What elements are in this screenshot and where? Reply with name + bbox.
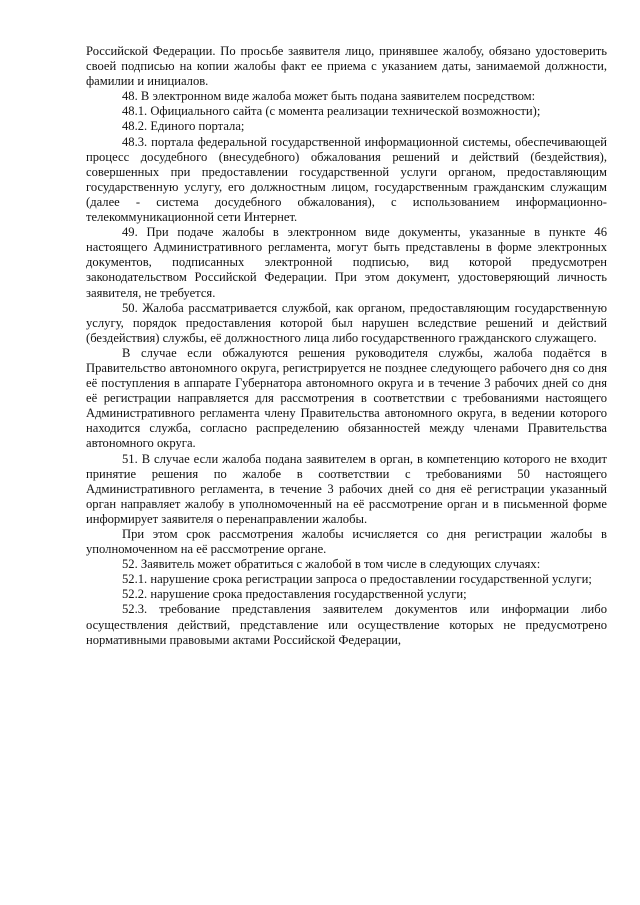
paragraph-51: 51. В случае если жалоба подана заявителем в орган, в компетенцию которого не входит принятие решения по жалобе в соответствии с требованиями 50 настоящего Административного регламента, в течение 3 рабочих дней со дня её регистрации указанный орган направляет жалобу в уполномоченный на её рассмотрение орган и в письменной форме информирует заявителя о перенаправлении жалобы.: [86, 451, 607, 526]
paragraph-49: 49. При подаче жалобы в электронном виде документы, указанные в пункте 46 настоящего Административного регламента, могут быть представлены в форме электронных документов, подписанных электронной подписью, вид которой предусмотрен законодательством Российской Федерации. При этом документ, удостоверяющий личность заявителя, не требуется.: [86, 225, 607, 300]
paragraph-50: 50. Жалоба рассматривается службой, как органом, предоставляющим государственную услугу, порядок предоставления которой был нарушен вследствие решений и действий (бездействия) службы, её должностного лица либо государственного гражданского служащего.: [86, 300, 607, 345]
paragraph-48-2: 48.2. Единого портала;: [122, 119, 245, 134]
paragraph-intro: Российской Федерации. По просьбе заявителя лицо, принявшее жалобу, обязано удостоверить своей подписью на копии жалобы факт ее приема с указанием даты, занимаемой должности, фамилии и инициалов.: [86, 44, 607, 89]
paragraph-52: 52. Заявитель может обратиться с жалобой в том числе в следующих случаях:: [122, 557, 541, 572]
paragraph-50-appeal: В случае если обжалуются решения руководителя службы, жалоба подаётся в Правительство автономного округа, регистрируется не позднее следующего рабочего дня со дня её поступления в аппарате Губернатора автономного округа и в течение 3 рабочих дней со дня её регистрации направляется для рассмотрения в соответствии с требованиями настоящего Административного регламента члену Правительства автономного округа, в ведении которого находится служба, согласно распределению обязанностей между членами Правительства автономного округа.: [86, 345, 607, 451]
paragraph-52-1: 52.1. нарушение срока регистрации запроса о предоставлении государственной услуги;: [122, 572, 592, 587]
document-page: [86, 44, 607, 648]
paragraph-51-term: При этом срок рассмотрения жалобы исчисляется со дня регистрации жалобы в уполномоченном на её рассмотрение органе.: [86, 527, 607, 557]
paragraph-48: 48. В электронном виде жалоба может быть подана заявителем посредством:: [122, 89, 536, 104]
paragraph-52-3: 52.3. требование представления заявителем документов или информации либо осуществления действий, представление или осуществление которых не предусмотрено нормативными правовыми актами Российской Федерации,: [86, 602, 607, 647]
paragraph-48-3: 48.3. портала федеральной государственной информационной системы, обеспечивающей процесс досудебного (внесудебного) обжалования решений и действий (бездействия), совершенных при предоставлении государственной услуги органом, предоставляющим государственную услугу, его должностным лицом, государственным гражданским служащим (далее - система досудебного обжалования), с использованием информационно-телекоммуникационной сети Интернет.: [86, 134, 607, 225]
paragraph-52-2: 52.2. нарушение срока предоставления государственной услуги;: [122, 587, 467, 602]
paragraph-48-1: 48.1. Официального сайта (с момента реализации технической возможности);: [122, 104, 541, 119]
